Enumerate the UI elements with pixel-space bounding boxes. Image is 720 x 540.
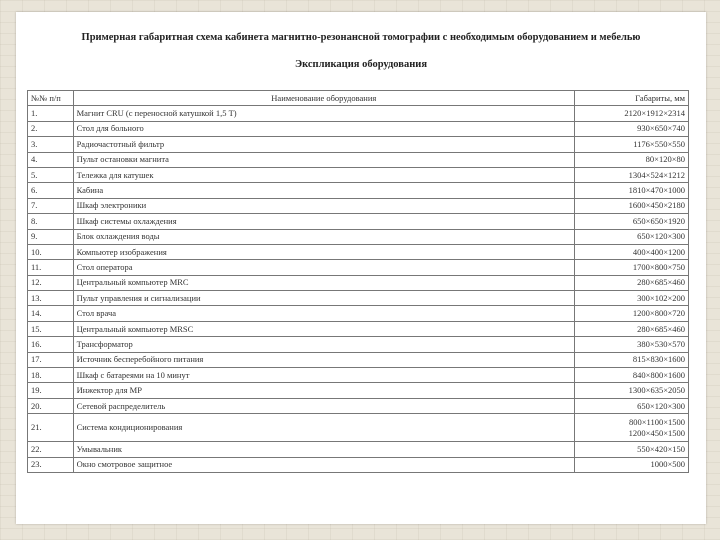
table-row bbox=[28, 229, 689, 244]
dimension-value: 550×420×150 bbox=[637, 443, 685, 454]
row-equipment-name: Инжектор для МР bbox=[73, 383, 574, 398]
table-row bbox=[28, 291, 689, 306]
dimension-value: 300×102×200 bbox=[637, 292, 685, 303]
row-number: 6. bbox=[28, 183, 74, 198]
row-number: 13. bbox=[28, 291, 74, 306]
table-row bbox=[28, 275, 689, 290]
dimension-value: 930×650×740 bbox=[637, 123, 685, 134]
row-equipment-name: Шкаф электроники bbox=[73, 198, 574, 213]
dimension-value: 650×650×1920 bbox=[632, 215, 685, 226]
row-equipment-name: Трансформатор bbox=[73, 337, 574, 352]
row-number: 12. bbox=[28, 275, 74, 290]
document-page bbox=[16, 12, 706, 524]
row-equipment-name: Компьютер изображения bbox=[73, 244, 574, 259]
row-equipment-name: Система кондиционирования bbox=[73, 414, 574, 442]
table-row bbox=[28, 198, 689, 213]
table-row bbox=[28, 214, 689, 229]
row-equipment-name: Стол оператора bbox=[73, 260, 574, 275]
dimension-value: 1810×470×1000 bbox=[628, 185, 685, 196]
row-equipment-name: Кабина bbox=[73, 183, 574, 198]
row-equipment-name: Стол врача bbox=[73, 306, 574, 321]
table-row bbox=[28, 137, 689, 152]
dimension-value: 1200×800×720 bbox=[632, 308, 685, 319]
row-number: 21. bbox=[28, 414, 74, 442]
row-number: 18. bbox=[28, 368, 74, 383]
row-number: 4. bbox=[28, 152, 74, 167]
row-equipment-name: Блок охлаждения воды bbox=[73, 229, 574, 244]
dimension-value: 80×120×80 bbox=[645, 154, 685, 165]
dimension-value: 400×400×1200 bbox=[632, 246, 685, 257]
row-dimensions bbox=[575, 352, 689, 367]
row-equipment-name: Пульт остановки магнита bbox=[73, 152, 574, 167]
row-dimensions bbox=[575, 121, 689, 136]
table-row bbox=[28, 106, 689, 121]
table-row bbox=[28, 383, 689, 398]
dimension-value: 1176×550×550 bbox=[633, 138, 685, 149]
table-row bbox=[28, 368, 689, 383]
table-row bbox=[28, 152, 689, 167]
row-dimensions bbox=[575, 321, 689, 336]
row-number: 11. bbox=[28, 260, 74, 275]
equipment-table bbox=[27, 90, 689, 473]
dimension-value: 650×120×300 bbox=[637, 400, 685, 411]
table-row bbox=[28, 398, 689, 413]
table-row bbox=[28, 244, 689, 259]
row-number: 3. bbox=[28, 137, 74, 152]
row-number: 5. bbox=[28, 167, 74, 182]
row-equipment-name: Окно смотровое защитное bbox=[73, 457, 574, 472]
row-equipment-name: Радиочастотный фильтр bbox=[73, 137, 574, 152]
dimension-value: 1000×500 bbox=[650, 459, 685, 470]
row-dimensions bbox=[575, 214, 689, 229]
row-equipment-name: Сетевой распределитель bbox=[73, 398, 574, 413]
row-dimensions bbox=[575, 398, 689, 413]
dimension-value: 380×530×570 bbox=[637, 338, 685, 349]
dimension-value: 1304×524×1212 bbox=[628, 169, 685, 180]
dimension-value: 800×1100×1500 bbox=[628, 416, 685, 427]
dimension-value: 280×685×460 bbox=[637, 323, 685, 334]
dimension-value: 1300×635×2050 bbox=[628, 385, 685, 396]
header-number: №№ п/п bbox=[28, 91, 74, 106]
table-row bbox=[28, 352, 689, 367]
row-number: 7. bbox=[28, 198, 74, 213]
row-number: 14. bbox=[28, 306, 74, 321]
row-number: 23. bbox=[28, 457, 74, 472]
row-number: 16. bbox=[28, 337, 74, 352]
row-equipment-name: Умывальник bbox=[73, 442, 574, 457]
row-equipment-name: Пульт управления и сигнализации bbox=[73, 291, 574, 306]
table-row bbox=[28, 442, 689, 457]
row-equipment-name: Шкаф системы охлаждения bbox=[73, 214, 574, 229]
table-row bbox=[28, 183, 689, 198]
row-dimensions bbox=[575, 198, 689, 213]
row-dimensions bbox=[575, 167, 689, 182]
row-dimensions bbox=[575, 152, 689, 167]
dimension-value: 815×830×1600 bbox=[632, 354, 685, 365]
table-row bbox=[28, 260, 689, 275]
table-row bbox=[28, 306, 689, 321]
dimension-value: 280×685×460 bbox=[637, 277, 685, 288]
dimension-value: 2120×1912×2314 bbox=[624, 108, 685, 119]
row-dimensions bbox=[575, 306, 689, 321]
header-equipment-name: Наименование оборудования bbox=[73, 91, 574, 106]
document-title: Примерная габаритная схема кабинета магнитно-резонансной томографии с необходимым оборудованием и мебелью bbox=[81, 32, 641, 43]
table-row bbox=[28, 121, 689, 136]
table-header-row bbox=[28, 91, 689, 106]
row-dimensions bbox=[575, 137, 689, 152]
header-dimensions: Габариты, мм bbox=[575, 91, 689, 106]
row-number: 20. bbox=[28, 398, 74, 413]
row-dimensions bbox=[575, 291, 689, 306]
row-equipment-name: Центральный компьютер MRC bbox=[73, 275, 574, 290]
row-dimensions bbox=[575, 414, 689, 442]
row-dimensions bbox=[575, 383, 689, 398]
row-dimensions bbox=[575, 183, 689, 198]
document-subtitle: Экспликация оборудования bbox=[294, 59, 427, 70]
dimension-value: 1200×450×1500 bbox=[628, 427, 685, 438]
row-dimensions bbox=[575, 260, 689, 275]
dimension-value: 1600×450×2180 bbox=[628, 200, 685, 211]
row-equipment-name: Магнит CRU (с переносной катушкой 1,5 T) bbox=[73, 106, 574, 121]
row-equipment-name: Шкаф с батареями на 10 минут bbox=[73, 368, 574, 383]
row-equipment-name: Тележка для катушек bbox=[73, 167, 574, 182]
row-number: 19. bbox=[28, 383, 74, 398]
row-number: 22. bbox=[28, 442, 74, 457]
row-dimensions bbox=[575, 275, 689, 290]
dimension-value: 650×120×300 bbox=[637, 231, 685, 242]
table-row bbox=[28, 337, 689, 352]
table-row bbox=[28, 414, 689, 442]
row-equipment-name: Источник бесперебойного питания bbox=[73, 352, 574, 367]
row-number: 17. bbox=[28, 352, 74, 367]
row-equipment-name: Центральный компьютер MRSC bbox=[73, 321, 574, 336]
row-dimensions bbox=[575, 229, 689, 244]
dimension-value: 840×800×1600 bbox=[632, 369, 685, 380]
table-row bbox=[28, 167, 689, 182]
row-dimensions bbox=[575, 337, 689, 352]
row-dimensions bbox=[575, 244, 689, 259]
table-body bbox=[28, 106, 689, 473]
row-number: 8. bbox=[28, 214, 74, 229]
row-number: 9. bbox=[28, 229, 74, 244]
row-equipment-name: Стол для больного bbox=[73, 121, 574, 136]
row-number: 10. bbox=[28, 244, 74, 259]
row-number: 2. bbox=[28, 121, 74, 136]
row-number: 15. bbox=[28, 321, 74, 336]
row-dimensions bbox=[575, 106, 689, 121]
row-dimensions bbox=[575, 457, 689, 472]
row-dimensions bbox=[575, 442, 689, 457]
row-number: 1. bbox=[28, 106, 74, 121]
row-dimensions bbox=[575, 368, 689, 383]
table-row bbox=[28, 321, 689, 336]
dimension-value: 1700×800×750 bbox=[632, 261, 685, 272]
table-row bbox=[28, 457, 689, 472]
